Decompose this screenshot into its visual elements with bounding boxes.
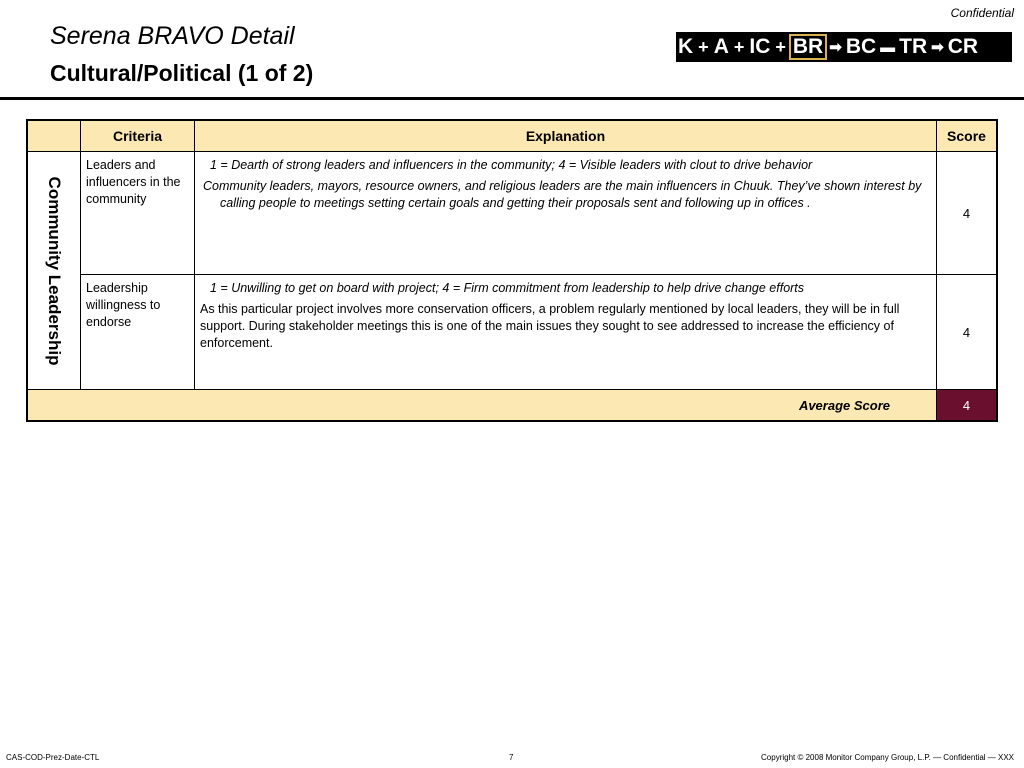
stage-ic: IC (749, 35, 771, 58)
header-divider (0, 97, 1024, 100)
explanation-text: Community leaders, mayors, resource owners, and religious leaders are the main influencers in Chuuk. They’ve shown interest by calling people to meetings setting certain goals and getting their proposals sent and following up in offices . (203, 179, 922, 210)
stage-k: K (678, 35, 694, 58)
category-label: Community Leadership (45, 176, 64, 365)
arrow-right-icon: ➡ (829, 39, 842, 56)
category-cell (27, 152, 81, 390)
explanation-cell (195, 152, 937, 275)
category-header (27, 120, 81, 152)
scale-definition: 1 = Dearth of strong leaders and influencers in the community; 4 = Visible leaders with clout to drive behavior (210, 158, 813, 172)
footer-page-number: 7 (509, 753, 514, 762)
average-row (27, 390, 997, 422)
explanation-cell (195, 275, 937, 390)
bravo-detail-table (26, 119, 998, 422)
stage-cr: CR (947, 35, 979, 58)
explanation-text: As this particular project involves more conservation officers, a problem regularly mentioned by local leaders, they will be in full support. During stakeholder meetings this is one of the main issues they sought to see addressed to increase the efficiency of enforcement. (200, 302, 900, 350)
process-stage-bar (676, 32, 1012, 62)
confidential-label: Confidential (950, 6, 1014, 20)
page-title: Serena BRAVO Detail (50, 22, 295, 50)
plus-sign: + (775, 36, 786, 57)
criteria-header: Criteria (81, 120, 195, 152)
stage-a: A (713, 35, 729, 58)
arrow-right-icon: ▬ (880, 38, 896, 56)
stage-br-highlighted: BR (789, 34, 827, 60)
criteria-cell: Leadership willingness to endorse (81, 275, 195, 390)
page-subtitle: Cultural/Political (1 of 2) (50, 60, 314, 86)
footer-document-code: CAS-COD-Prez-Date-CTL (6, 753, 100, 762)
plus-sign: + (698, 36, 709, 57)
average-score-value: 4 (937, 390, 998, 422)
footer-copyright: Copyright © 2008 Monitor Company Group, L.P. — Confidential — XXX (761, 753, 1014, 762)
stage-tr: TR (899, 35, 928, 58)
explanation-header: Explanation (195, 120, 937, 152)
score-cell: 4 (937, 275, 998, 390)
criteria-cell: Leaders and influencers in the community (81, 152, 195, 275)
scale-definition: 1 = Unwilling to get on board with project; 4 = Firm commitment from leadership to help drive change efforts (210, 281, 805, 295)
table-row (27, 152, 997, 275)
plus-sign: + (733, 36, 745, 57)
average-score-label: Average Score (27, 390, 937, 422)
stage-bc: BC (845, 35, 877, 58)
arrow-right-icon: ➡ (931, 39, 944, 56)
table-row (27, 275, 997, 390)
score-header: Score (937, 120, 998, 152)
table-header-row (27, 120, 997, 152)
score-cell: 4 (937, 152, 998, 275)
